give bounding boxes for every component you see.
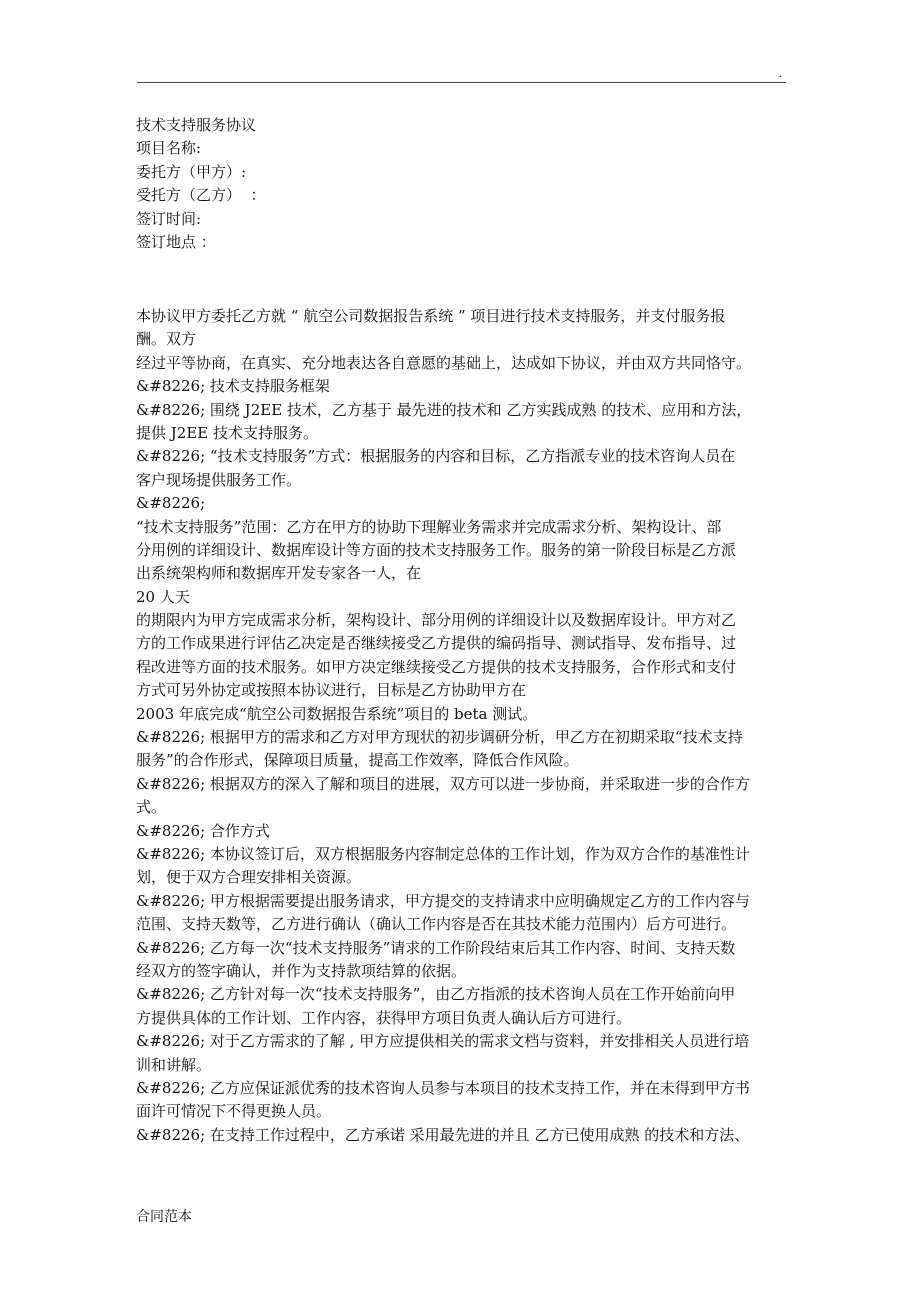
body-line: &#8226; 技术支持服务框架 bbox=[136, 377, 330, 396]
signing-time-field: 签订时间: bbox=[136, 209, 202, 228]
body-line: 训和讲解。 bbox=[136, 1055, 212, 1074]
body-line: &#8226; 根据甲方的需求和乙方对甲方现状的初步调研分析，甲乙方在初期采取“技术支持 bbox=[136, 728, 743, 747]
body-line: 酬。双方 bbox=[136, 330, 197, 349]
body-line: 程改进等方面的技术服务。如甲方决定继续接受乙方提供的技术支持服务，合作形式和支付 bbox=[136, 657, 737, 676]
body-line: &#8226; “技术支持服务”方式：根据服务的内容和目标，乙方指派专业的技术咨询人员在 bbox=[136, 447, 736, 466]
body-line: &#8226; 在支持工作过程中，乙方承诺 采用最先进的并且 乙方已使用成熟 的技术和方法、 bbox=[136, 1125, 750, 1144]
body-line: 经双方的签字确认，并作为支持款项结算的依据。 bbox=[136, 961, 467, 980]
body-line: 式。 bbox=[136, 798, 167, 817]
body-line: 出系统架构师和数据库开发专家各一人，在 bbox=[136, 564, 422, 583]
body-line: 方提供具体的工作计划、工作内容，获得甲方项目负责人确认后方可进行。 bbox=[136, 1008, 632, 1027]
client-party-field: 委托方（甲方）: bbox=[136, 162, 247, 181]
body-line: &#8226; 乙方应保证派优秀的技术咨询人员参与本项目的技术支持工作，并在未得到甲方书 bbox=[136, 1078, 750, 1097]
body-line: &#8226; 甲方根据需要提出服务请求，甲方提交的支持请求中应明确规定乙方的工作内容与 bbox=[136, 891, 750, 910]
header-mark: . bbox=[779, 66, 782, 80]
body-line: &#8226; 合作方式 bbox=[136, 821, 270, 840]
body-line: &#8226; 根据双方的深入了解和项目的进展，双方可以进一步协商，并采取进一步的合作方 bbox=[136, 774, 750, 793]
body-line: 划，便于双方合理安排相关资源。 bbox=[136, 868, 362, 887]
body-line: &#8226; bbox=[136, 494, 206, 513]
body-line: 范围、支持天数等，乙方进行确认（确认工作内容是否在其技术能力范围内）后方可进行。 bbox=[136, 915, 737, 934]
body-line: &#8226; 本协议签订后，双方根据服务内容制定总体的工作计划，作为双方合作的基准性计 bbox=[136, 844, 750, 863]
body-line: 客户现场提供服务工作。 bbox=[136, 470, 302, 489]
body-line: &#8226; 乙方每一次“技术支持服务”请求的工作阶段结束后其工作内容、时间、支持天数 bbox=[136, 938, 736, 957]
header-rule bbox=[137, 82, 786, 83]
body-line: “技术支持服务”范围：乙方在甲方的协助下理解业务需求并完成需求分析、架构设计、部 bbox=[136, 517, 722, 536]
body-line: 分用例的详细设计、数据库设计等方面的技术支持服务工作。服务的第一阶段目标是乙方派 bbox=[136, 540, 737, 559]
agreement-header bbox=[136, 114, 436, 254]
document-title: 技术支持服务协议 bbox=[136, 116, 257, 134]
body-line: &#8226; 乙方针对每一次“技术支持服务”，由乙方指派的技术咨询人员在工作开始前向甲 bbox=[136, 985, 736, 1004]
signing-place-field: 签订地点 ： bbox=[136, 232, 216, 251]
body-line: 本协议甲方委托乙方就 “ 航空公司数据报告系统 ” 项目进行技术支持服务，并支付服务报 bbox=[136, 307, 726, 325]
body-line: 服务”的合作形式，保障项目质量，提高工作效率，降低合作风险。 bbox=[136, 751, 579, 770]
body-line: 经过平等协商，在真实、充分地表达各自意愿的基础上，达成如下协议，并由双方共同恪守。 bbox=[136, 353, 752, 372]
body-line: 方式可另外协定或按照本协议进行，目标是乙方协助甲方在 bbox=[136, 681, 527, 700]
body-line: 的期限内为甲方完成需求分析，架构设计、部分用例的详细设计以及数据库设计。甲方对乙 bbox=[136, 611, 737, 630]
body-line: 方的工作成果进行评估乙决定是否继续接受乙方提供的编码指导、测试指导、发布指导、过 bbox=[136, 634, 737, 653]
footer-label: 合同范本 bbox=[136, 1209, 192, 1225]
body-line: 2003 年底完成“航空公司数据报告系统”项目的 beta 测试。 bbox=[136, 704, 538, 723]
body-line: &#8226; 围绕 J2EE 技术，乙方基于 最先进的技术和 乙方实践成熟 的技术、应用和方法， bbox=[136, 400, 752, 419]
body-line: 提供 J2EE 技术支持服务。 bbox=[136, 423, 318, 442]
agreement-body bbox=[136, 305, 796, 1147]
body-line: 面许可情况下不得更换人员。 bbox=[136, 1102, 332, 1121]
body-line: 20 人天 bbox=[136, 587, 190, 606]
contractor-party-field: 受托方（乙方） ： bbox=[136, 186, 266, 205]
body-line: &#8226; 对于乙方需求的了解 , 甲方应提供相关的需求文档与资料，并安排相关人员进行培 bbox=[136, 1032, 750, 1051]
project-name-field: 项目名称: bbox=[136, 139, 202, 158]
